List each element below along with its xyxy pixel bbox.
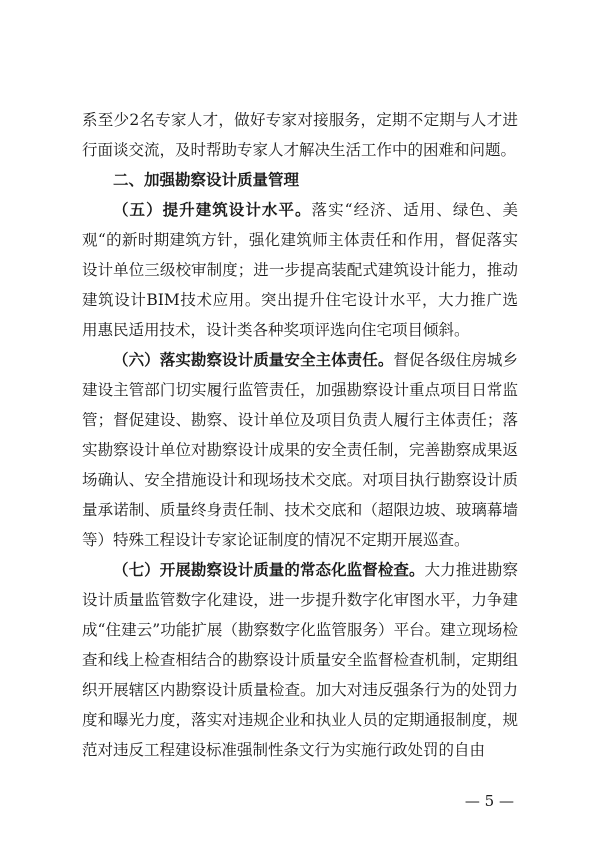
paragraph-text: 督促各级住房城乡建设主管部门切实履行监管责任，加强勘察设计重点项目日常监管；督促建设、勘察、设计单位及项目负责人履行主体责任；落实勘察设计单位对勘察设计成果的安全责任制，完善勘察成果返场确认、安全措施设计和现场技术交底。对项目执行勘察设计质量承诺制、质量终身责任制、技术交底和（超限边坡、玻璃幕墙等）特殊工程设计专家论证制度的情况不定期开展巡查。 xyxy=(82,351,518,549)
paragraph-lead: （五）提升建筑设计水平。 xyxy=(113,200,312,219)
paragraph-item-6 xyxy=(82,345,518,555)
paragraph-item-5 xyxy=(82,195,518,345)
paragraph-lead: （七）开展勘察设计质量的常态化监督检查。 xyxy=(113,560,425,579)
paragraph-continuation xyxy=(82,105,518,165)
paragraph-item-7 xyxy=(82,555,518,765)
paragraph-text: 落实“经济、适用、绿色、美观“的新时期建筑方针，强化建筑师主体责任和作用，督促落实设计单位三级校审制度；进一步提高装配式建筑设计能力，推动建筑设计BIM技术应用。突出提升住宅设计水平，大力推广选用惠民适用技术，设计类各种奖项评选向住宅项目倾斜。 xyxy=(82,201,518,339)
paragraph-lead: （六）落实勘察设计质量安全主体责任。 xyxy=(113,350,394,369)
page-number-footer xyxy=(0,791,600,811)
page-number: — 5 — xyxy=(464,792,514,810)
paragraph-text: 系至少2名专家人才，做好专家对接服务，定期不定期与人才进行面谈交流，及时帮助专家人才解决生活工作中的困难和问题。 xyxy=(82,111,518,159)
paragraph-text: 大力推进勘察设计质量监管数字化建设，进一步提升数字化审图水平，力争建成“住建云”功能扩展（勘察数字化监管服务）平台。建立现场检查和线上检查相结合的勘察设计质量安全监督检查机制，定期组织开展辖区内勘察设计质量检查。加大对违反强条行为的处罚力度和曝光力度，落实对违规企业和执业人员的定期通报制度，规范对违反工程建设标准强制性条文行为实施行政处罚的自由 xyxy=(82,561,518,759)
document-body xyxy=(82,105,518,765)
section-heading: 二、加强勘察设计质量管理 xyxy=(113,171,300,189)
